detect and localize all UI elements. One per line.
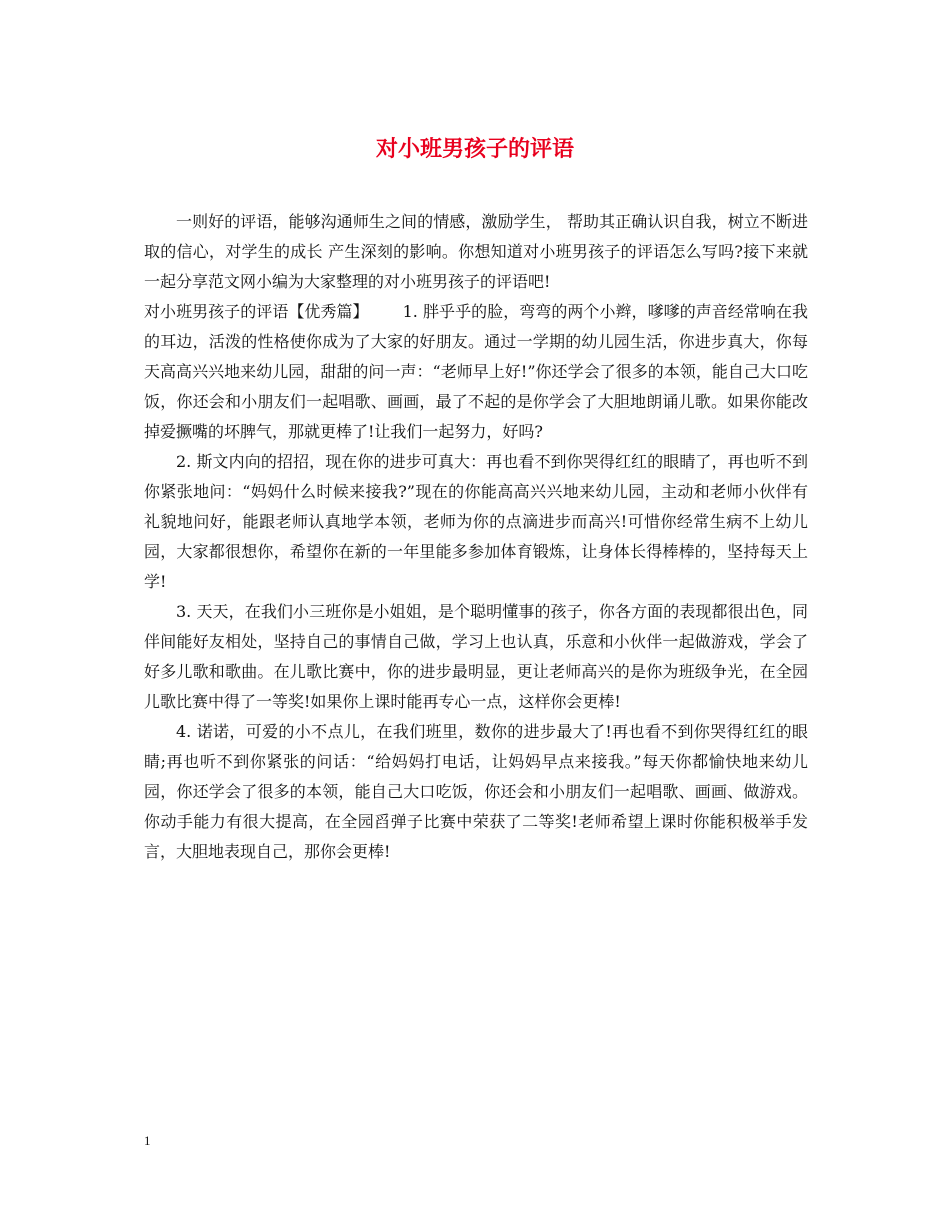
comment-paragraph-3: 3. 天天，在我们小三班你是小姐姐，是个聪明懂事的孩子，你各方面的表现都很出色，同伴间能好友相处，坚持自己的事情自己做，学习上也认真，乐意和小伙伴一起做游戏，学会了好多儿歌和歌曲。在儿歌比赛中，你的进步最明显，更让老师高兴的是你为班级争光，在全园儿歌比赛中得了一等奖!如果你上课时能再专心一点，这样你会更棒! (144, 602, 808, 711)
page-number: 1 (144, 1133, 151, 1148)
intro-paragraph: 一则好的评语，能够沟通师生之间的情感，激励学生， 帮助其正确认识自我，树立不断进取的信心，对学生的成长 产生深刻的影响。你想知道对小班男孩子的评语怎么写吗?接下来就一起分享范文网小编为大家整理的对小班男孩子的评语吧! (144, 212, 808, 291)
comment-paragraph-2: 2. 斯文内向的招招，现在你的进步可真大：再也看不到你哭得红红的眼睛了，再也听不到你紧张地问：“妈妈什么时候来接我?”现在的你能高高兴兴地来幼儿园，主动和老师小伙伴有礼貌地问好，能跟老师认真地学本领，老师为你的点滴进步而高兴!可惜你经常生病不上幼儿园，大家都很想你，希望你在新的一年里能多参加体育锻炼，让身体长得棒棒的，坚持每天上学! (144, 452, 808, 591)
section-paragraph-1 (144, 297, 808, 447)
comment-paragraph-4: 4. 诺诺，可爱的小不点儿，在我们班里，数你的进步最大了!再也看不到你哭得红红的眼睛;再也听不到你紧张的问话：“给妈妈打电话，让妈妈早点来接我。”每天你都愉快地来幼儿园，你还学会了很多的本领，能自己大口吃饭，你还会和小朋友们一起唱歌、画画、做游戏。你动手能力有很大提高，在全园舀弹子比赛中荣获了二等奖!老师希望上课时你能积极举手发言，大胆地表现自己，那你会更棒! (144, 722, 808, 861)
section-heading: 对小班男孩子的评语【优秀篇】 (144, 302, 369, 321)
comment-paragraph-1: 1. 胖乎乎的脸，弯弯的两个小辫，嗲嗲的声音经常响在我的耳边，活泼的性格使你成为了大家的好朋友。通过一学期的幼儿园生活，你进步真大，你每天高高兴兴地来幼儿园，甜甜的问一声：“老师早上好!”你还学会了很多的本领，能自己大口吃饭，你还会和小朋友们一起唱歌、画画，最了不起的是你学会了大胆地朗诵儿歌。如果你能改掉爱撅嘴的坏脾气，那就更棒了!让我们一起努力，好吗? (144, 302, 808, 441)
document-body (144, 207, 808, 867)
document-title: 对小班男孩子的评语 (375, 136, 574, 162)
